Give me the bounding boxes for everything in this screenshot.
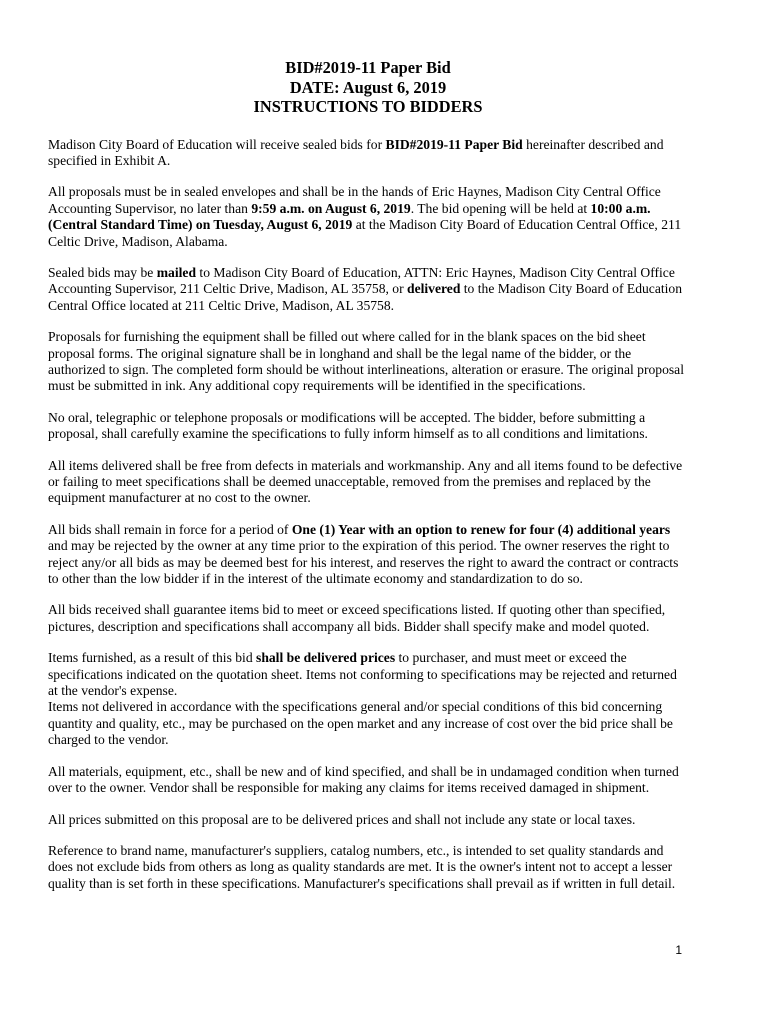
text-run: at the Madison City Board of Education Central Office, 211 Celtic Drive, Madison, Alabama. xyxy=(48,217,682,249)
text-run: All proposals must be in sealed envelopes and shall be in the hands of Eric Haynes, Madison City Central Office Accounting Supervisor, no later than xyxy=(48,184,661,216)
text-run: to purchaser, and must meet or exceed the specifications indicated on the quotation sheet. Items not conforming to specifications may be rejected and returned at the vendor's expense. xyxy=(48,650,677,699)
document-title-block xyxy=(48,58,688,117)
paragraph-items-furnished xyxy=(48,650,688,699)
bold-mailed: mailed xyxy=(156,264,197,280)
instructions-heading: INSTRUCTIONS TO BIDDERS xyxy=(253,97,483,116)
page-number: 1 xyxy=(675,943,682,957)
paragraph-defects: All items delivered shall be free from defects in materials and workmanship. Any and all items found to be defective or failing to meet specifications shall be deemed unacceptable, removed from the premises and replaced by the equipment manufacturer at no cost to the owner. xyxy=(48,457,683,506)
paragraph-brand-reference: Reference to brand name, manufacturer's suppliers, catalog numbers, etc., is intended to set quality standards and does not exclude bids from others as long as quality standards are met. It is the owner's intent not to accept a lesser quality than is set forth in these specifications. Manufacturer's specifications shall prevail as if written in full detail. xyxy=(48,842,676,891)
paragraph-materials: All materials, equipment, etc., shall be new and of kind specified, and shall be in undamaged condition when turned over to the owner. Vendor shall be responsible for making any claims for items received damaged in shipment. xyxy=(48,763,679,796)
bid-date: DATE: August 6, 2019 xyxy=(289,77,447,97)
paragraph-intro xyxy=(48,137,688,170)
text-run: . The bid opening will be held at xyxy=(410,200,591,216)
bold-bid-name: BID#2019-11 Paper Bid xyxy=(385,136,523,152)
paragraph-items-not-delivered: Items not delivered in accordance with the specifications general and/or special conditions of this bid concerning quantity and quality, etc., may be purchased on the open market and any increase of cost over the bid price shall be charged to the vendor. xyxy=(48,699,673,748)
paragraph-bid-period xyxy=(48,522,688,588)
paragraph-delivery-address xyxy=(48,265,688,314)
bold-term: One (1) Year with an option to renew for four (4) additional years xyxy=(291,521,671,537)
bold-delivered: delivered xyxy=(407,281,461,297)
paragraph-proposal-forms: Proposals for furnishing the equipment shall be filled out where called for in the blank spaces on the bid sheet proposal forms. The original signature shall be in longhand and shall be the legal name of the bidder, or the authorized to sign. The completed form should be without interlineations, alteration or erasure. The original proposal must be submitted in ink. Any additional copy requirements will be identified in the specifications. xyxy=(48,329,684,394)
bold-deadline: 9:59 a.m. on August 6, 2019 xyxy=(251,200,411,216)
paragraph-guarantee: All bids received shall guarantee items bid to meet or exceed specifications listed. If quoting other than specified, pictures, description and specifications shall accompany all bids. Bidder shall specify make and model quoted. xyxy=(48,602,666,634)
bold-delivered-prices: shall be delivered prices xyxy=(256,650,396,666)
paragraph-proposals-deadline xyxy=(48,184,688,250)
text-run: Madison City Board of Education will receive sealed bids for xyxy=(48,136,386,152)
text-run: and may be rejected by the owner at any time prior to the expiration of this period. The owner reserves the right to reject any/or all bids as may be deemed best for his interest, and reserves the right to award the contract or contracts to other than the low bidder if in the interest of the ultimate economy and standardization to do so. xyxy=(48,538,679,587)
bid-title: BID#2019-11 Paper Bid xyxy=(285,58,451,77)
text-run: Items furnished, as a result of this bid xyxy=(48,650,257,666)
paragraph-prices: All prices submitted on this proposal are to be delivered prices and shall not include any state or local taxes. xyxy=(48,811,636,827)
text-run: to Madison City Board of Education, ATTN: Eric Haynes, Madison City Central Office Accounting Supervisor, 211 Celtic Drive, Madison, AL 35758, or xyxy=(48,264,675,297)
text-run: All bids shall remain in force for a period of xyxy=(48,521,292,537)
bold-opening-time: 10:00 a.m. (Central Standard Time) on Tuesday, August 6, 2019 xyxy=(48,200,651,233)
text-run: to the Madison City Board of Education Central Office located at 211 Celtic Drive, Madison, AL 35758. xyxy=(48,281,682,313)
text-run: hereinafter described and specified in Exhibit A. xyxy=(48,136,664,168)
text-run: Sealed bids may be xyxy=(48,264,157,280)
paragraph-no-oral-proposals: No oral, telegraphic or telephone proposals or modifications will be accepted. The bidder, before submitting a proposal, shall carefully examine the specifications to fully inform himself as to all conditions and limitations. xyxy=(48,409,648,442)
